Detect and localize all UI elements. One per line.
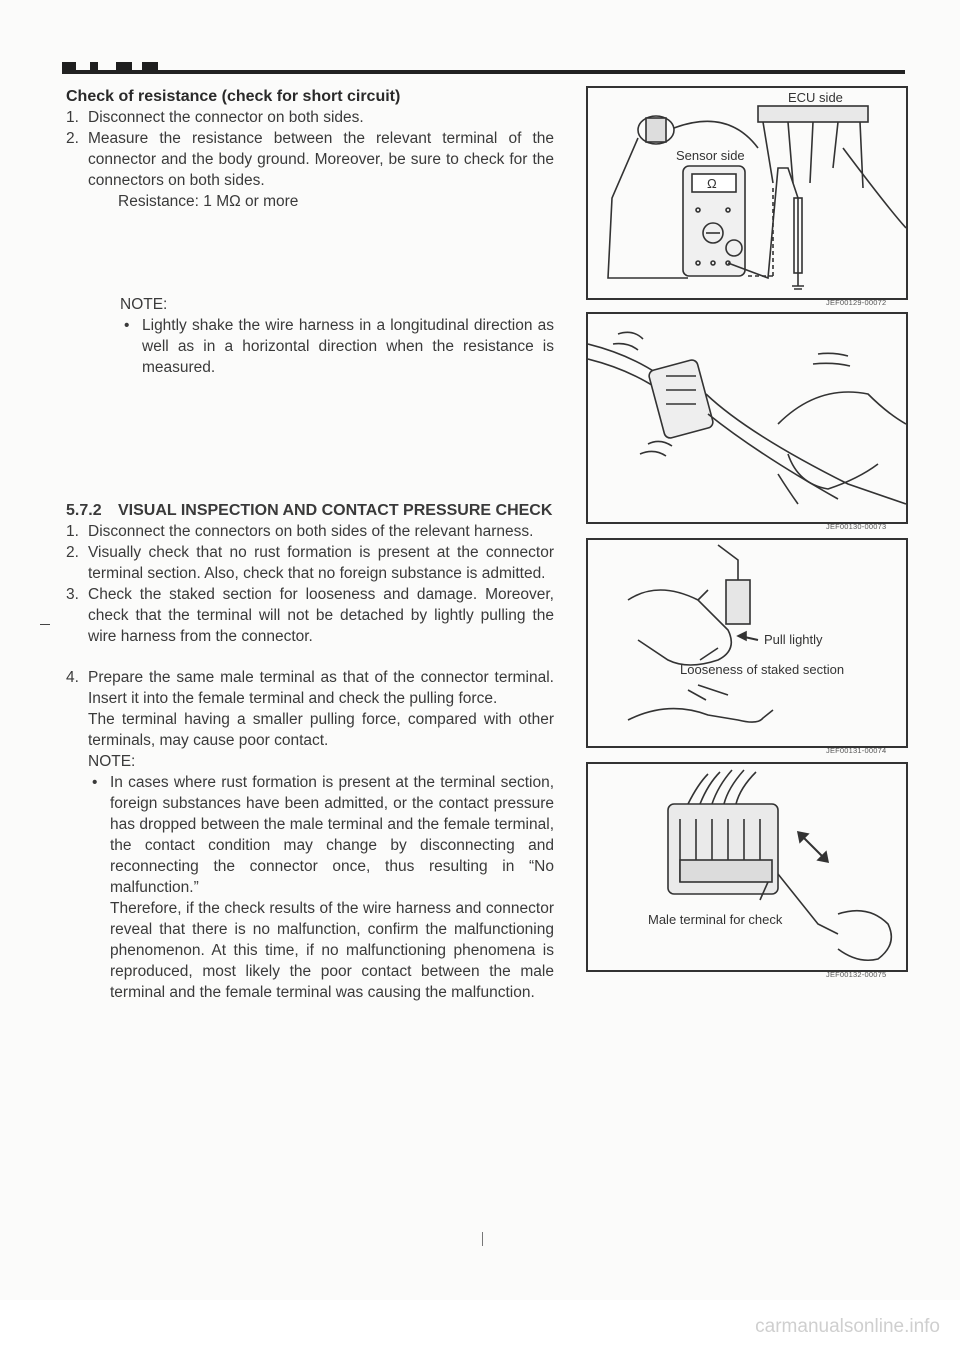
figure-pull-lightly — [586, 538, 908, 748]
pull-lightly-illustration — [588, 540, 906, 746]
step-text: Disconnect the connector on both sides. — [88, 109, 364, 126]
note-label: NOTE: — [120, 296, 168, 313]
male-terminal-label: Male terminal for check — [648, 912, 783, 927]
figure-code: JEF00132-00075 — [826, 970, 887, 979]
inspection-step-1 — [66, 521, 554, 542]
step-text: Visually check that no rust formation is present at the connector terminal section. Also, check that no foreign substance is admitted. — [88, 544, 554, 582]
resistance-step-2 — [66, 128, 554, 191]
inspection-step-2 — [66, 542, 554, 584]
step-number: 2. — [66, 544, 79, 561]
looseness-label: Looseness of staked section — [680, 662, 845, 677]
note-label: NOTE: — [88, 753, 136, 770]
watermark: carmanualsonline.info — [755, 1316, 940, 1337]
sensor-side-label: Sensor side — [676, 148, 745, 163]
figure-harness-shaking — [586, 312, 908, 524]
inspection-note — [66, 751, 554, 1003]
figure-code: JEF00130-00073 — [826, 522, 887, 531]
resistance-note — [66, 294, 554, 378]
note-followup: Therefore, if the check results of the wire harness and connector reveal that there is no malfunction, confirm the malfunctioning phenomenon. At this time, if no malfunctioning phenomena is reproduced, most likely the poor contact between the male terminal and the female terminal was causing the malfunction. — [110, 900, 554, 1001]
inspection-step-3 — [66, 584, 554, 647]
margin-mark — [40, 624, 50, 625]
figure-male-terminal — [586, 762, 908, 972]
step-text: Disconnect the connectors on both sides of the relevant harness. — [88, 523, 534, 540]
step-number: 2. — [66, 130, 79, 147]
step-text: Check the staked section for looseness and damage. Moreover, check that the terminal will not be detached by lightly pulling the wire harness from the connector. — [88, 586, 554, 645]
resistance-spec: Resistance: 1 MΩ or more — [118, 193, 299, 210]
multimeter-illustration — [588, 88, 906, 298]
section-number: 5.7.2 — [66, 502, 102, 519]
header-rule — [62, 70, 905, 74]
male-terminal-illustration — [588, 764, 906, 970]
step-number: 1. — [66, 109, 79, 126]
pull-lightly-label: Pull lightly — [764, 632, 823, 647]
resistance-heading: Check of resistance (check for short circuit) — [66, 88, 401, 105]
figure-resistance-measurement — [586, 86, 908, 300]
step-number: 1. — [66, 523, 79, 540]
section-title-text: VISUAL INSPECTION AND CONTACT PRESSURE CHECK — [118, 502, 553, 519]
note-bullet: • Lightly shake the wire harness in a longitudinal direction as well as in a horizontal direction when the resistance is measured. — [120, 315, 554, 378]
step-text: Prepare the same male terminal as that of the connector terminal. Insert it into the female terminal and check the pulling force. — [88, 669, 554, 707]
step-4-followup: The terminal having a smaller pulling force, compared with other terminals, may cause poor contact. — [88, 711, 554, 749]
figure-code: JEF00129-00072 — [826, 298, 887, 307]
harness-shaking-illustration — [588, 314, 906, 522]
ohm-symbol: Ω — [707, 176, 717, 191]
resistance-step-1 — [66, 107, 554, 128]
step-text: Measure the resistance between the relevant terminal of the connector and the body ground. Moreover, be sure to check for the connectors on both sides. — [88, 130, 554, 189]
section-title — [66, 500, 554, 521]
left-column — [66, 86, 554, 1003]
step-number: 4. — [66, 669, 79, 686]
inspection-step-4 — [66, 667, 554, 751]
step-number: 3. — [66, 586, 79, 603]
figure-code: JEF00131-00074 — [826, 746, 887, 755]
ecu-side-label: ECU side — [788, 90, 843, 105]
note-bullet: • In cases where rust formation is present at the terminal section, foreign substances have been admitted, or the contact pressure has dropped between the male terminal and the female terminal, the contact condition may change by disconnecting and reconnecting the connector once, thus resulting in “No malfunction.” — [88, 772, 554, 898]
page-mark — [482, 1232, 483, 1246]
